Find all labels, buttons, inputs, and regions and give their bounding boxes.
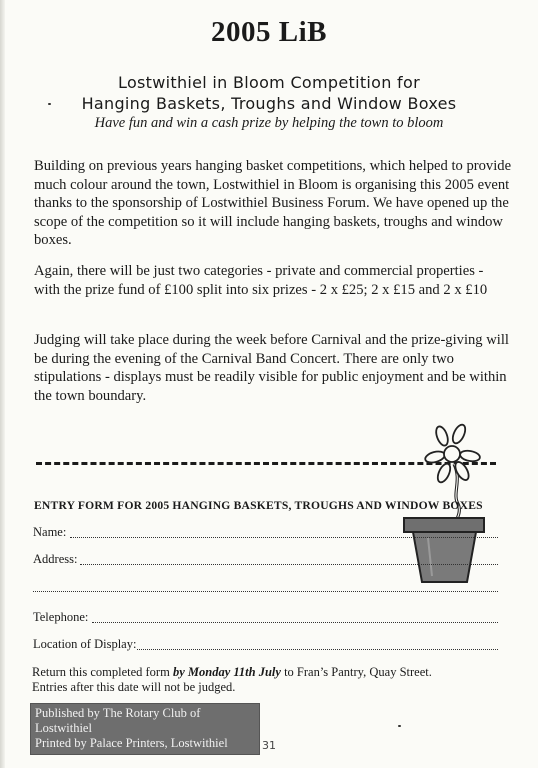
intro-paragraph: Building on previous years hanging basket competitions, which helped to provide much colour around the town, Lostwithiel in Bloom is organising this 2005 event thanks to the sponsorship of Lostwithiel Business Forum. We have opened up the scope of the competition so it will include hanging baskets, troughs and window boxes. [34,158,512,249]
categories-paragraph: Again, there will be just two categories - private and commercial properties - with the prize fund of £100 split into six prizes - 2 x £25; 2 x £15 and 2 x £10 [34,263,488,298]
tagline: Have fun and win a cash prize by helping the town to bloom [94,115,444,131]
page-title: 2005 LiB [211,16,327,48]
return-deadline: by Monday 11th July [172,665,281,679]
address-field[interactable] [80,564,498,565]
name-label: Name: [33,525,67,539]
return-prefix: Return this completed form [32,665,173,679]
publisher-line-2: Printed by Palace Printers, Lostwithiel [35,736,228,750]
scan-speck [398,725,401,727]
return-instructions [32,665,432,680]
name-field[interactable] [70,537,498,538]
page-number: 31 [262,739,276,752]
subtitle-line-2: Hanging Baskets, Troughs and Window Boxes [81,94,457,113]
address-label: Address: [33,552,78,566]
location-label: Location of Display: [33,637,137,651]
return-location: to Fran’s Pantry, Quay Street. [280,665,432,679]
telephone-field[interactable] [92,622,498,623]
scan-speck [48,103,51,105]
judging-paragraph: Judging will take place during the week before Carnival and the prize-giving will be during the evening of the Carnival Band Concert. There are only two stipulations - displays must be readily visible for public enjoyment and be within the town boundary. [34,332,509,404]
telephone-label: Telephone: [33,610,89,624]
location-field[interactable] [137,649,498,650]
publisher-line-1: Published by The Rotary Club of Lostwithiel [35,706,201,735]
entry-form-title: ENTRY FORM FOR 2005 HANGING BASKETS, TROUGHS AND WINDOW BOXES [34,499,483,512]
subtitle-line-1: Lostwithiel in Bloom Competition for [118,73,420,92]
late-entries-note: Entries after this date will not be judged. [32,680,236,694]
address-field-line-2[interactable] [33,591,498,592]
